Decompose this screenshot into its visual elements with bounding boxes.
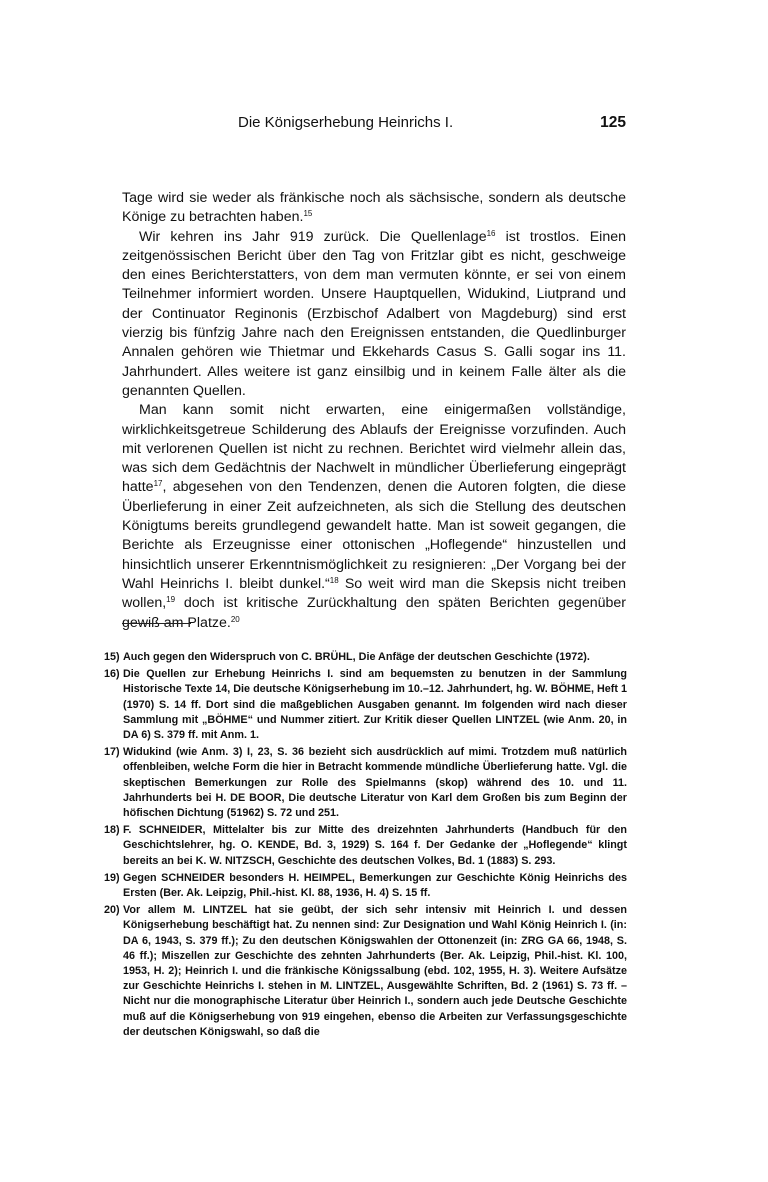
footnotes	[104, 650, 627, 1042]
footnote-ref: 15	[303, 209, 313, 219]
footnote-number: 15)	[104, 651, 120, 663]
footnote-text: Gegen SCHNEIDER besonders H. HEIMPEL, Bemerkungen zur Geschichte König Heinrichs des Ersten (Ber. Ak. Leipzig, Phil.-hist. Kl. 88, 1936, H. 4) S. 15 ff.	[123, 871, 627, 900]
main-text	[122, 189, 626, 633]
footnote-ref: 19	[166, 595, 176, 605]
footnote-number: 20)	[104, 904, 120, 917]
footnote	[104, 745, 627, 821]
footnote-ref: 16	[486, 228, 496, 238]
footnote-separator	[122, 623, 191, 624]
footnote-number: 16)	[104, 668, 120, 681]
paragraph: Tage wird sie weder als fränkische noch als sächsische, sondern als deutsche Könige zu betrachten haben.$^{15}$	[122, 190, 626, 226]
footnote-text: Auch gegen den Widerspruch von C. BRÜHL, Die Anfäge der deutschen Geschichte (1972).	[123, 651, 590, 663]
footnote	[104, 871, 627, 901]
footnote-ref: 18	[329, 575, 339, 585]
footnote-number: 18)	[104, 824, 120, 837]
footnote-text: Vor allem M. LINTZEL hat sie geübt, der sich sehr intensiv mit Heinrich I. und dessen Königserhebung beschäftigt hat. Zu nennen sind: Zur Designation und Wahl König Heinrich I. (in: DA 6, 1943, S. 379 ff.); Zu den deutschen Königswahlen der Ottonenzeit (in: ZRG GA 66, 1948, S. 46 ff.); Miszellen zur Geschichte des zehnten Jahrhunderts (Ber. Ak. Leipzig, Phil.-hist. Kl. 100, 1953, H. 2); Heinrich I. und die fränkische Königssalbung (ebd. 102, 1955, H. 3). Weitere Aufsätze zur Geschichte Heinrichs I. stehen in M. LINTZEL, Ausgewählte Schriften, Bd. 2 (1961) S. 73 ff. – Nicht nur die monographische Literatur über Heinrich I., sondern auch jede Deutsche Geschichte muß auf die Königserhebung von 919 eingehen, ebenso die Arbeiten zur Verfassungsgeschichte der deutschen Königswahl, so daß die	[123, 904, 627, 1038]
footnote	[104, 823, 627, 869]
footnote-number: 17)	[104, 746, 120, 759]
running-title: Die Königserhebung Heinrichs I.	[238, 114, 454, 131]
footnote-text: Die Quellen zur Erhebung Heinrichs I. sind am bequemsten zu benutzen in der Sammlung Historische Texte 14, Die deutsche Königserhebung im 10.–12. Jahrhundert, hg. W. BÖHME, Heft 1 (1970) S. 14 ff. Dort sind die maßgeblichen Ausgaben genannt. Im folgenden wird nach dieser Sammlung mit „BÖHME“ und Nummer zitiert. Zur Kritik dieser Quellen LINTZEL (wie Anm. 20, in DA 6) S. 379 ff. mit Anm. 1.	[123, 668, 627, 742]
running-header	[238, 114, 626, 136]
footnote-ref: 20	[230, 614, 240, 624]
paragraph: Man kann somit nicht erwarten, eine einigermaßen vollständige, wirklichkeitsgetreue Schilderung des Ablaufs der Ereignisse vorzufinden. Auch mit verlorenen Quellen ist nicht zu rechnen. Berichtet wird vielmehr allein das, was sich dem Gedächtnis der Nachwelt in mündlicher Überlieferung eingeprägt hatte$^{17}$, abgesehen von den Tendenzen, denen die Autoren folgten, die diese Überlieferung in einer Zeit aufzeichneten, als sich die Stellung des deutschen Königtums bereits grundlegend gewandelt hatte. Man ist soweit gegangen, die Berichte als Erzeugnisse einer ottonischen „Hoflegende“ hinzustellen und hinsichtlich unserer Erkenntnismöglichkeit zu resignieren: „Der Vorgang bei der Wahl Heinrichs I. bleibt dunkel.“$^{18}$ So weit wird man die Skepsis nicht treiben wollen,$^{19}$ doch ist kritische Zurückhaltung den späten Berichten gegenüber gewiß am Platze.$^{20}$	[122, 402, 626, 631]
footnote-ref: 17	[153, 479, 163, 489]
footnote	[104, 903, 627, 1040]
footnote-text: F. SCHNEIDER, Mittelalter bis zur Mitte des dreizehnten Jahrhunderts (Handbuch für den Geschichtslehrer, hg. O. KENDE, Bd. 3, 1929) S. 164 f. Der Gedanke der „Hoflegende“ klingt bereits an bei K. W. NITZSCH, Geschichte des deutschen Volkes, Bd. 1 (1883) S. 293.	[123, 824, 627, 867]
footnote	[104, 650, 627, 665]
footnote-text: Widukind (wie Anm. 3) I, 23, S. 36 bezieht sich ausdrücklich auf mimi. Trotzdem muß natürlich offenbleiben, welche Form die hier in Betracht kommende mündliche Überlieferung hatte. Vgl. die skeptischen Bemerkungen zur Rolle des Spielmanns (skop) während des 10. und 11. Jahrhunderts bei H. DE BOOR, Die deutsche Literatur von Karl dem Großen bis zum Beginn der höfischen Dichtung (51962) S. 72 und 251.	[123, 746, 627, 820]
paragraph: Wir kehren ins Jahr 919 zurück. Die Quellenlage$^{16}$ ist trostlos. Einen zeitgenössischen Bericht über den Tag von Fritzlar gibt es nicht, geschweige den eines Berichterstatters, von dem man vermuten könnte, er sei von einem Teilnehmer informiert worden. Unsere Hauptquellen, Widukind, Liutprand und der Continuator Reginonis (Erzbischof Adalbert von Magdeburg) sind erst vierzig bis fünfzig Jahre nach den Ereignissen entstanden, die Quedlinburger Annalen gehören wie Thietmar und Ekkehards Casus S. Galli sogar ins 11. Jahrhundert. Alles weitere ist ganz einsilbig und in keinem Falle älter als die genannten Quellen.	[122, 228, 626, 399]
footnote	[104, 667, 627, 743]
page-number: 125	[600, 114, 626, 131]
footnote-number: 19)	[104, 871, 120, 884]
